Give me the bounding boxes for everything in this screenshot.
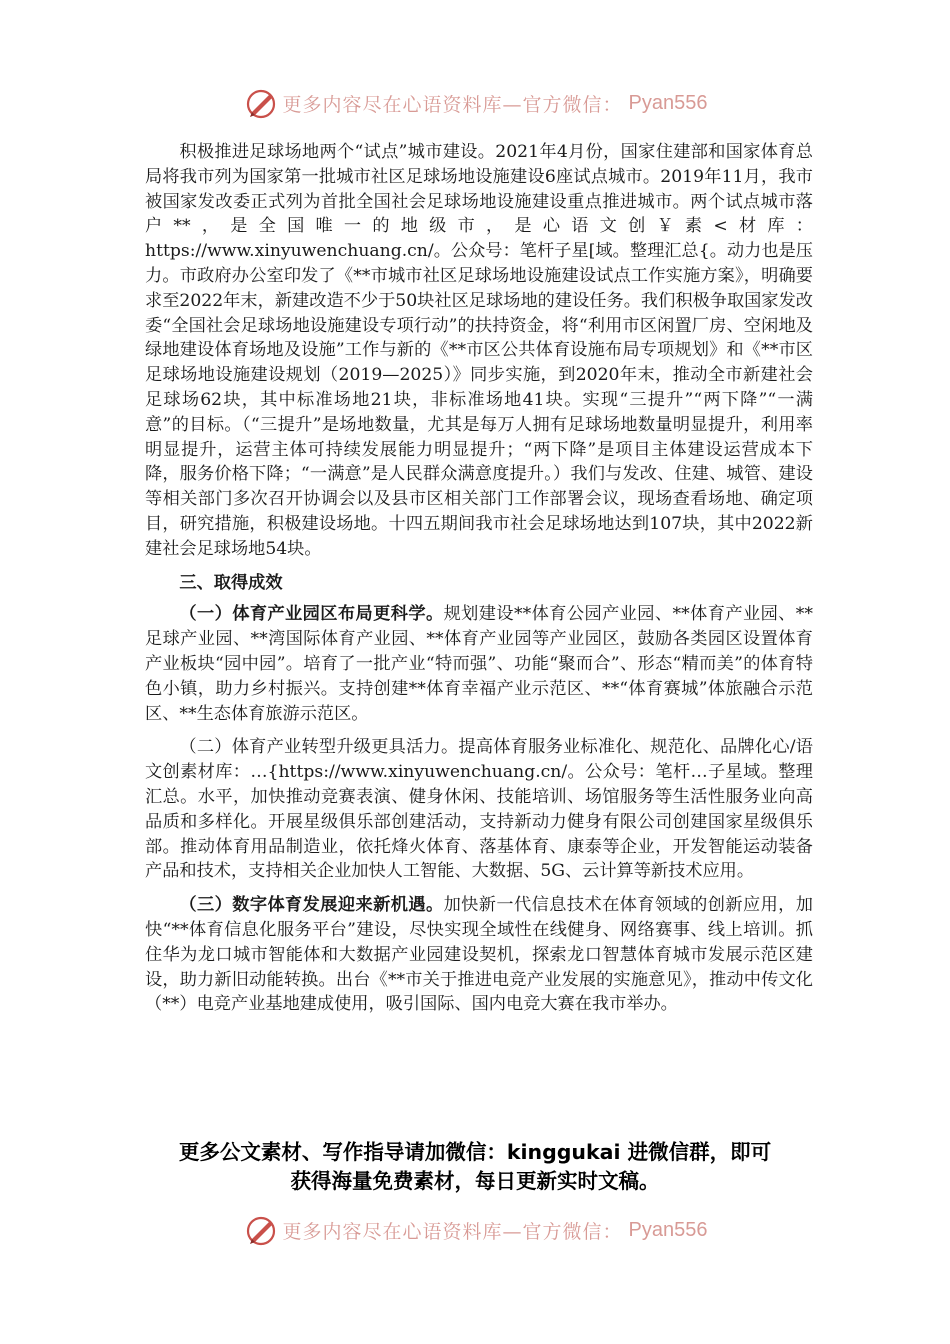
- promo-notice: [120, 1138, 830, 1196]
- banner-text: 更多内容尽在心语资料库—官方微信：: [282, 93, 623, 116]
- paragraph-industry-upgrade: （二）体育产业转型升级更具活力。提高体育服务业标准化、规范化、品牌化心/语文创素材库：…{https://www.xinyuwenchuang.cn/。公众号：笔杆…子星域。整理汇总。水平，加快推动竞赛表演、健身休闲、技能培训、场馆服务等生活性服务业向高品质和多样化。开展星级俱乐部创建活动，支持新动力健身有限公司创建国家星级俱乐部。推动体育用品制造业，依托烽火体育、落基体育、康泰等企业，开发智能运动装备产品和技术，支持相关企业加快人工智能、大数据、5G、云计算等新技术应用。: [145, 737, 813, 882]
- paragraph-digital-sports: [145, 893, 813, 1017]
- paragraph-industrial-parks: [145, 602, 813, 726]
- banner-text: 更多内容尽在心语资料库—官方微信：: [282, 1220, 623, 1243]
- banner-wechat-id: Pyan556: [628, 91, 708, 114]
- digital-sports-text: 加快新一代信息技术在体育领域的创新应用，加快“**体育信息化服务平台”建设，尽快实现全域性在线健身、网络赛事、线上培训。抓住华为龙口城市智能体和大数据产业园建设契机，探索龙口智慧体育城市发展示范区建设，助力新旧动能转换。出台《**市关于推进电竞产业发展的实施意见》，推动中传文化（**）电竞产业基地建成使用，吸引国际、国内电竞大赛在我市举办。: [145, 895, 813, 1015]
- section-heading-results: 三、取得成效: [179, 572, 283, 593]
- pen-logo-icon: [243, 85, 279, 121]
- document-body: [145, 140, 813, 1017]
- header-banner: [0, 83, 950, 123]
- industrial-parks-text: 规划建设**体育公园产业园、**体育产业园、**足球产业园、**湾国际体育产业园、**体育产业园等产业园区，鼓励各类园区设置体育产业板块“园中园”。培育了一批产业“特而强”、功能“聚而合”、形态“精而美”的体育特色小镇，助力乡村振兴。支持创建**体育幸福产业示范区、**“体育赛城”体旅融合示范区、**生态体育旅游示范区。: [145, 604, 813, 724]
- footer-banner: [0, 1210, 950, 1250]
- subheading-digital-sports: （三）数字体育发展迎来新机遇。: [179, 895, 444, 916]
- paragraph-pilot-cities: 积极推进足球场地两个“试点”城市建设。2021年4月份，国家住建部和国家体育总局将我市列为国家第一批城市社区足球场地设施建设6座试点城市。2019年11月，我市被国家发改委正式列为首批全国社会足球场地设施建设重点推进城市。两个试点城市落户**，是全国唯一的地级市，是心语文创￥素<材库：https://www.xinyuwenchuang.cn/。公众号：笔杆子星[域。整理汇总{。动力也是压力。市政府办公室印发了《**市城市社区足球场地设施建设试点工作实施方案》，明确要求至2022年末，新建改造不少于50块社区足球场地的建设任务。我们积极争取国家发改委“全国社会足球场地设施建设专项行动”的扶持资金，将“利用市区闲置厂房、空闲地及绿地建设体育场地及设施”工作与新的《**市区公共体育设施布局专项规划》和《**市区足球场地设施建设规划（2019—2025）》同步实施，到2020年末，推动全市新建社会足球场62块，其中标准场地21块，非标准场地41块。实现“三提升”“两下降”“一满意”的目标。（“三提升”是场地数量，尤其是每万人拥有足球场地数量明显提升，利用率明显提升，运营主体可持续发展能力明显提升；“两下降”是项目主体建设运营成本下降，服务价格下降；“一满意”是人民群众满意度提升。）我们与发改、住建、城管、建设等相关部门多次召开协调会以及县市区相关部门工作部署会议，现场查看场地、确定项目，研究措施，积极建设场地。十四五期间我市社会足球场地达到107块，其中2022新建社会足球场地54块。: [145, 142, 813, 559]
- banner-wechat-id: Pyan556: [628, 1218, 708, 1241]
- pen-logo-icon: [243, 1212, 279, 1248]
- promo-line-2: 获得海量免费素材，每日更新实时文稿。: [290, 1169, 660, 1193]
- promo-line-1: 更多公文素材、写作指导请加微信：kinggukai 进微信群，即可: [178, 1140, 772, 1164]
- subheading-industrial-parks: （一）体育产业园区布局更科学。: [179, 604, 444, 625]
